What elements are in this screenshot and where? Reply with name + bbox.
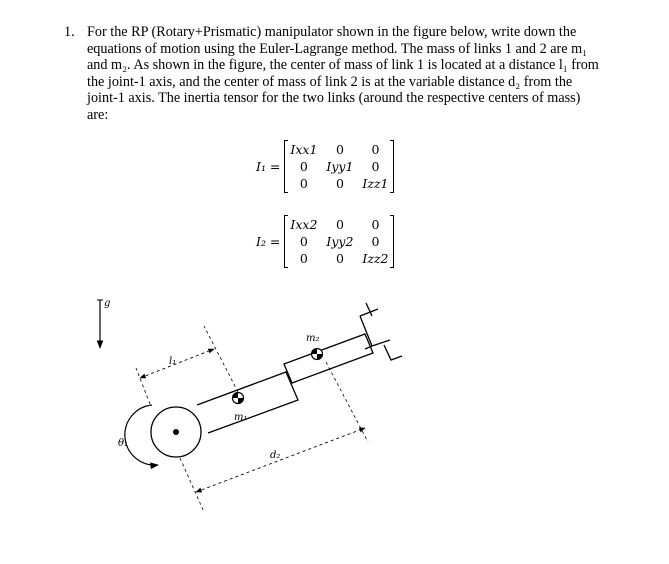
matrix-2-cell: 0	[371, 217, 380, 232]
problem-text: For the RP (Rotary+Prismatic) manipulator shown in the figure below, write down the equations of motion using the Euler-Lagrange method. The mass of links 1 and 2 are m₁ and m₂. As shown in the figure, the center of mass of link 1 is located at a distance l₁ from the joint-1 axis, and the center of mass of link 2 is at the variable distance d₂ from the joint-1 axis. The inertia tensor for the two links (around the respective centers of mass) are:	[87, 24, 599, 123]
matrix-2-cell: 0	[335, 251, 344, 266]
gravity-label: g	[104, 298, 111, 309]
matrix-2-cell: Iyy2	[326, 234, 354, 249]
matrix-2-cell: Ixx2	[290, 217, 318, 232]
link-1	[151, 372, 298, 457]
matrix-2-cell: Izz2	[362, 251, 389, 266]
matrix-2-cell: 0	[335, 217, 344, 232]
matrix-2-cell: 0	[299, 251, 308, 266]
m2-label: m₂	[306, 333, 320, 344]
l1-label: l₁	[169, 356, 177, 367]
matrix-1-cell: 0	[299, 159, 308, 174]
matrix-1-cell: 0	[371, 142, 380, 157]
matrix-1-lhs: I₁ =	[256, 159, 281, 174]
matrix-1-cell: Iyy1	[326, 159, 354, 174]
matrix-2-cell: 0	[371, 234, 380, 249]
l1-dimension	[136, 326, 238, 404]
matrix-2-cell: 0	[299, 234, 308, 249]
gravity-arrow	[97, 300, 103, 348]
m2-com-icon	[312, 349, 323, 360]
matrix-1-cell: 0	[335, 142, 344, 157]
matrix-1-cell: 0	[299, 176, 308, 191]
link-2	[284, 303, 402, 383]
matrix-1-cell: 0	[335, 176, 344, 191]
d2-label: d₂	[270, 450, 281, 461]
m1-label: m₁	[234, 412, 248, 423]
matrix-1-cell: Izz1	[362, 176, 389, 191]
matrix-1-cell: 0	[371, 159, 380, 174]
problem-number: 1.	[64, 24, 75, 40]
matrix-1-cell: Ixx1	[290, 142, 318, 157]
m1-com-icon	[233, 393, 244, 404]
matrix-2-lhs: I₂ =	[256, 234, 281, 249]
theta1-label: θ₁	[118, 438, 129, 449]
